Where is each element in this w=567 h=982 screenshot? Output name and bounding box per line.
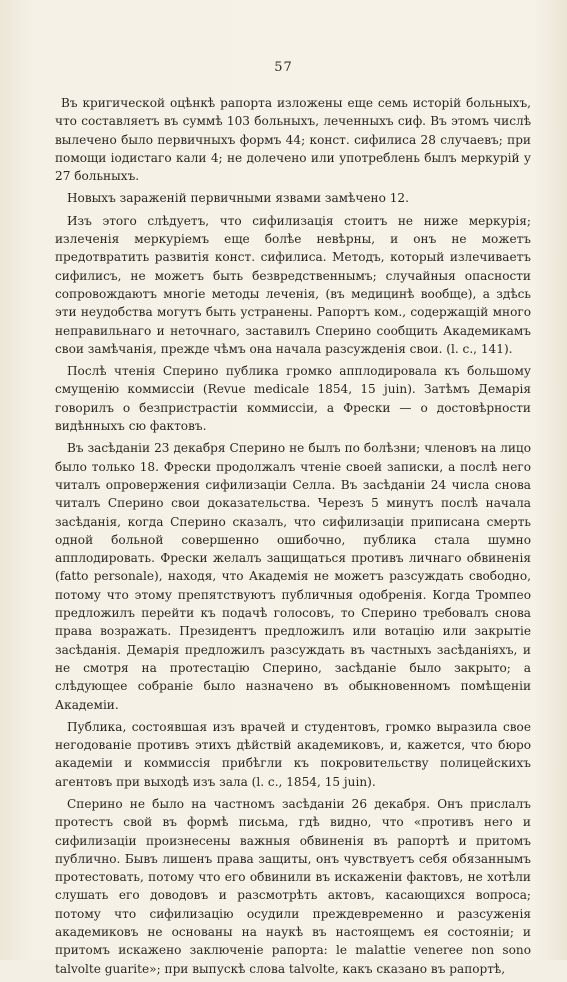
paragraph-4: Послѣ чтенiя Сперино публика громко апплодировала къ большому смущенiю коммиссiи (Revue medicale 1854, 15 juin). Затѣмъ Демарiя говорилъ о безпристрастiи коммиссiи, а Фрески — о достовѣрности видѣнныхъ сю фактовъ. (55, 364, 531, 434)
paragraph-2: Новыхъ зараженiй первичными язвами замѣчено 12. (67, 191, 409, 206)
paragraph-3: Изъ этого слѣдуетъ, что сифилизацiя стоитъ не ниже меркурiя; излеченiя меркурiемъ еще болѣе невѣрны, и онъ не можетъ предотвратить развитiя конст. сифилиса. Методъ, который излечиваетъ сифилисъ, не можетъ быть безвредственнымъ; случайныя опасности сопровождаютъ многiе методы леченiя, (въ медицинѣ вообще), а здѣсь эти неудобства могутъ быть устранены. Рапортъ ком., содержащiй много неправильнаго и неточнаго, заставилъ Сперино сообщить Академикамъ свои замѣчанiя, прежде чѣмъ она начала разсужденiя свои. (l. c., 141). (55, 213, 531, 356)
paragraph-7: Сперино не было на частномъ засѣданiи 26 декабря. Онъ прислалъ протестъ свой въ формѣ письма, гдѣ видно, что «противъ него и сифилизацiи произнесены важныя обвиненiя въ рапортѣ и притомъ публично. Бывъ лишенъ права защиты, онъ чувствуетъ себя обязаннымъ протестовать, потому что его обвинили въ искаженiи фактовъ, не хотѣли слушать его доводовъ и разсмотрѣть актовъ, касающихся вопроса; потому что сифилизацiю осудили преждевременно и разсуженiя академиковъ не основаны на наукѣ въ настоящемъ ея состоянiи; и притомъ искажено заключенiе рапорта: le malattie venerее non sono talvolte guarite»; при выпускѣ слова talvolte, какъ сказано въ рапортѣ, (55, 796, 531, 976)
paragraph-1: Въ кригической оцѣнкѣ рапорта изложены еще семь исторiй больныхъ, что составляетъ въ суммѣ 103 больныхъ, леченныхъ сиф. Въ этомъ числѣ вылечено было первичныхъ формъ 44; конст. сифилиса 28 случаевъ; при помощи iодистаго кали 4; не долечено или употреблень былъ меркурiй у 27 больныхъ. (55, 96, 531, 184)
body-text (55, 94, 531, 982)
paragraph-6: Публика, состоявшая изъ врачей и студентовъ, громко выразила свое негодованiе противъ этихъ дѣйствiй академиковъ, и, кажется, что бюро академiи и коммиссiя прибѣгли къ покровительству полицейскихъ агентовъ при выходѣ изъ зала (l. c., 1854, 15 juin). (55, 719, 531, 789)
paragraph-5: Въ засѣданiи 23 декабря Сперино не былъ по болѣзни; членовъ на лицо было только 18. Фрески продолжалъ чтенiе своей записки, а послѣ него читалъ опровержения сифилизацiи Селла. Въ засѣданiи 24 числа снова читалъ Сперино свои доказательства. Черезъ 5 минутъ послѣ начала засѣданiя, когда Сперино сказалъ, что сифилизацiи приписана смерть одной больной совершенно ошибочно, публика стала шумно апплодировать. Фрески желалъ защищаться противъ личнаго обвиненiя (fatto personale), находя, что Академiя не можетъ разсуждать свободно, потому что этому препятствуютъ публичныя одобренiя. Когда Тромпео предложилъ перейти къ подачѣ голосовъ, то Сперино требовалъ снова права возражать. Президентъ предложилъ или вотацiю или закрытiе засѣданiя. Демарiя предложилъ разсуждать въ частныхъ засѣданiяхъ, и не смотря на протестацiю Сперино, засѣданiе было закрыто; а слѣдующее собранiе было назначено въ обыкновенномъ помѣщенiи Академiи. (55, 441, 531, 712)
page-number: 57 (274, 60, 293, 75)
